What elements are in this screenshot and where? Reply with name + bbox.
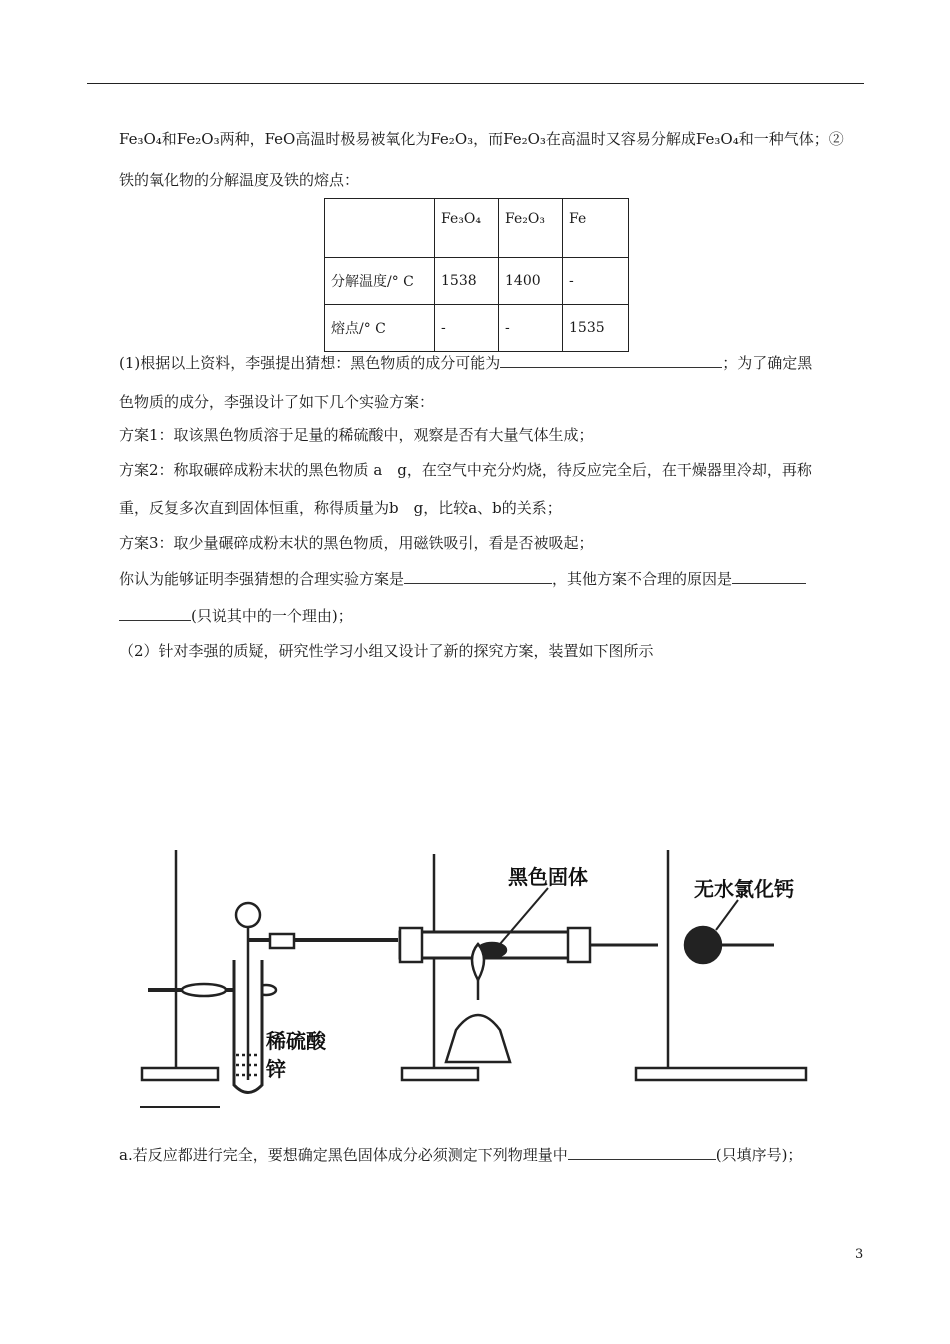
table-cell: 1535 (563, 305, 629, 352)
table-cell: 熔点/° C (325, 305, 435, 352)
stand-base-left (142, 1068, 218, 1080)
plan-3: 方案3：取少量碾碎成粉末状的黑色物质，用磁铁吸引，看是否被吸起； (119, 534, 594, 552)
oxide-properties-table (324, 198, 629, 352)
table-cell: - (499, 305, 563, 352)
answer-blank[interactable] (119, 604, 191, 621)
q1-line-2: 色物质的成分，李强设计了如下几个实验方案： (119, 393, 435, 411)
reason-text-b: ，其他方案不合理的原因是 (552, 570, 733, 588)
table-header-row (325, 199, 629, 258)
reason-text-c: (只说其中的一个理由)； (191, 607, 353, 625)
label-cacl2: 无水氯化钙 (694, 877, 794, 901)
apparatus-figure (138, 840, 816, 1120)
q1-line-1 (119, 351, 812, 373)
header-rule (87, 83, 864, 84)
answer-blank[interactable] (732, 567, 806, 584)
page-number: 3 (855, 1247, 864, 1262)
q1-text-a: (1)根据以上资料，李强提出猜想：黑色物质的成分可能为 (119, 354, 501, 372)
qa-text-a: a.若反应都进行完全，要想确定黑色固体成分必须测定下列物理量中 (119, 1146, 568, 1164)
label-acid: 稀硫酸 (266, 1029, 326, 1053)
table-cell: Fe₃O₄ (435, 199, 499, 258)
q2-text: （2）针对李强的质疑，研究性学习小组又设计了新的探究方案，装置如下图所示 (119, 642, 654, 660)
reason-line (119, 567, 806, 589)
table-cell: Fe₂O₃ (499, 199, 563, 258)
reason-text-a: 你认为能够证明李强猜想的合理实验方案是 (119, 570, 405, 588)
table-cell: - (435, 305, 499, 352)
plan-2-cont: 重，反复多次直到固体恒重，称得质量为b g，比较a、b的关系； (119, 499, 562, 517)
table-cell (325, 199, 435, 258)
table-row (325, 305, 629, 352)
intro-line-1: Fe₃O₄和Fe₂O₃两种，FeO高温时极易被氧化为Fe₂O₃，而Fe₂O₃在高温时又容易分解成Fe₃O₄和一种气体；② (119, 130, 844, 148)
label-zinc: 锌 (266, 1057, 286, 1081)
table-cell: 1538 (435, 258, 499, 305)
answer-blank[interactable] (500, 351, 722, 368)
label-black-solid: 黑色固体 (508, 865, 588, 889)
qa-text-b: (只填序号)； (715, 1146, 803, 1164)
table-cell: 分解温度/° C (325, 258, 435, 305)
answer-blank[interactable] (404, 567, 552, 584)
qa-line (119, 1143, 802, 1165)
intro-line-2: 铁的氧化物的分解温度及铁的熔点： (119, 171, 360, 189)
table-cell: Fe (563, 199, 629, 258)
plan-2: 方案2：称取碾碎成粉末状的黑色物质 a g，在空气中充分灼烧，待反应完全后，在干燥器里冷却，再称 (119, 461, 812, 479)
table-row (325, 258, 629, 305)
q1-text-b: ；为了确定黑 (722, 354, 813, 372)
plan-1: 方案1：取该黑色物质溶于足量的稀硫酸中，观察是否有大量气体生成； (119, 426, 594, 444)
table-cell: 1400 (499, 258, 563, 305)
table-cell: - (563, 258, 629, 305)
answer-blank[interactable] (568, 1143, 716, 1160)
reason-line-2 (119, 604, 353, 626)
